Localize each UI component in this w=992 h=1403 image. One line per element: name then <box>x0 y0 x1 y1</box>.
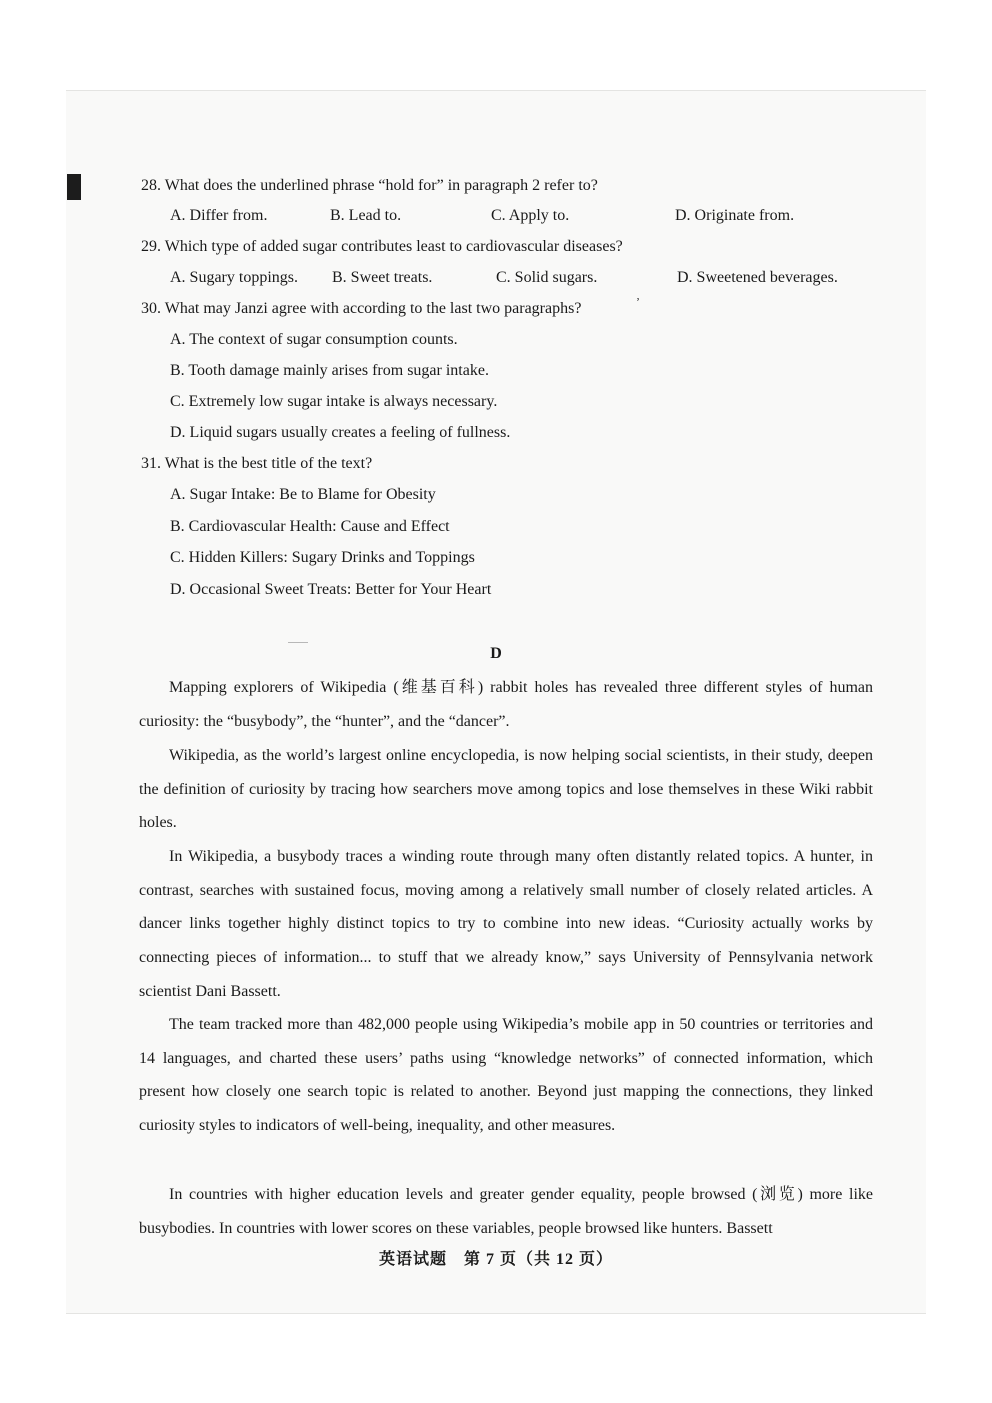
question-31-stem: 31. What is the best title of the text? <box>141 455 373 472</box>
question-30-option-d: D. Liquid sugars usually creates a feeling of fullness. <box>170 424 511 441</box>
question-29-option-d: D. Sweetened beverages. <box>677 269 838 286</box>
question-29-option-a: A. Sugary toppings. <box>170 269 298 286</box>
question-29-stem: 29. Which type of added sugar contributes least to cardiovascular diseases? <box>141 238 623 255</box>
question-28-stem: 28. What does the underlined phrase “hold for” in paragraph 2 refer to? <box>141 177 598 194</box>
question-28-option-c: C. Apply to. <box>491 207 570 224</box>
question-31-option-d: D. Occasional Sweet Treats: Better for Your Heart <box>170 581 492 598</box>
question-30-option-b: B. Tooth damage mainly arises from sugar intake. <box>170 362 489 379</box>
passage-d-paragraph-2: Wikipedia, as the world’s largest online encyclopedia, is now helping social scientists, in their study, deepen the definition of curiosity by tracing how searchers move among topics and lose themselves in these Wiki rabbit holes. <box>139 747 873 832</box>
question-29-option-c: C. Solid sugars. <box>496 269 598 286</box>
passage-d-heading: D <box>490 645 502 662</box>
question-30-option-a: A. The context of sugar consumption counts. <box>170 331 458 348</box>
passage-d-paragraph-4: The team tracked more than 482,000 people using Wikipedia’s mobile app in 50 countries or territories and 14 languages, and charted these users’ paths using “knowledge networks” of connected information, which present how closely one search topic is related to another. Beyond just mapping the connections, they linked curiosity styles to indicators of well-being, inequality, and other measures. <box>139 1016 873 1135</box>
question-28-option-a: A. Differ from. <box>170 207 268 224</box>
passage-d-paragraph-1: Mapping explorers of Wikipedia (维基百科) rabbit holes has revealed three different styles of human curiosity: the “busybody”, the “hunter”, and the “dancer”. <box>139 679 873 730</box>
page-footer: 英语试题 第 7 页（共 12 页） <box>378 1251 613 1268</box>
question-28-option-b: B. Lead to. <box>330 207 402 224</box>
question-28-option-d: D. Originate from. <box>675 207 795 224</box>
passage-d-paragraph-5: In countries with higher education levels and greater gender equality, people browsed (浏览) more like busybodies. In countries with lower scores on these variables, people browsed like hunters. Bassett <box>139 1186 873 1237</box>
question-30-option-c: C. Extremely low sugar intake is always necessary. <box>170 393 498 410</box>
question-29-option-b: B. Sweet treats. <box>332 269 433 286</box>
page-corner-marker <box>67 174 81 200</box>
scan-artifact-dash <box>288 642 308 643</box>
question-31-option-b: B. Cardiovascular Health: Cause and Effect <box>170 518 450 535</box>
pen-mark: ʼ <box>636 295 640 309</box>
question-30-stem: 30. What may Janzi agree with according to the last two paragraphs? <box>141 300 582 317</box>
passage-d-paragraph-3: In Wikipedia, a busybody traces a winding route through many often distantly related topics. A hunter, in contrast, searches with sustained focus, moving among a relatively small number of closely related articles. A dancer links together highly distinct topics to try to combine into new ideas. “Curiosity actually works by connecting pieces of information... to stuff that we already know,” says University of Pennsylvania network scientist Dani Bassett. <box>139 848 873 1000</box>
question-31-option-a: A. Sugar Intake: Be to Blame for Obesity <box>170 486 436 503</box>
question-31-option-c: C. Hidden Killers: Sugary Drinks and Toppings <box>170 549 475 566</box>
